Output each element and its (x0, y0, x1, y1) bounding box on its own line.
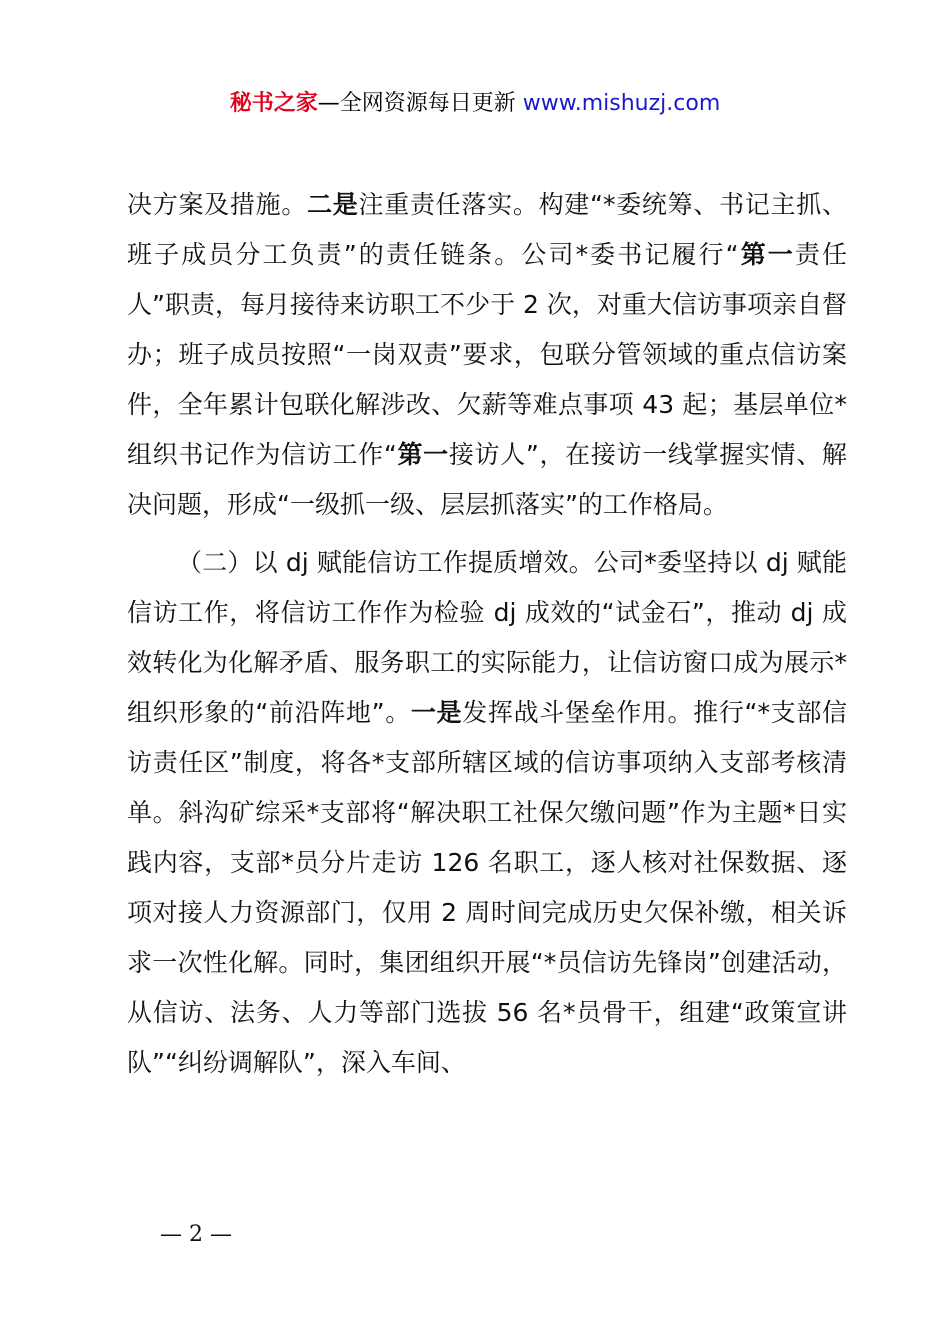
site-url-link[interactable]: www.mishuzj.com (522, 91, 721, 116)
paragraph-2 (127, 538, 847, 1088)
page-number: — 2 — (160, 1222, 232, 1247)
site-header (0, 88, 950, 120)
p2-text-2: 发挥战斗堡垒作用。推行“*支部信访责任区”制度，将各*支部所辖区域的信访事项纳入支部考核清单。斜沟矿综采*支部将“解决职工社保欠缴问题”作为主题*日实践内容，支部*员分片走访 126 名职工，逐人核对社保数据、逐项对接人力资源部门，仅用 2 周时间完成历史欠保补缴，相关诉求一次性化解。同时，集团组织开展“*员信访先锋岗”创建活动，从信访、法务、人力等部门选拔 56 名*员骨干，组建“政策宣讲队”“纠纷调解队”，深入车间、 (127, 698, 847, 1077)
p1-bold-2: 第一 (738, 240, 795, 269)
p1-text-1: 决方案及措施。 (127, 190, 308, 219)
p1-text-3: 责任人”职责，每月接待来访职工不少于 2 次，对重大信访事项亲自督办；班子成员按照“一岗双责”要求，包联分管领域的重点信访案件，全年累计包联化解涉改、欠薪等难点事项 43 起；基层单位*组织书记作为信访工作“ (127, 240, 847, 469)
header-tagline: —全网资源每日更新 (317, 91, 523, 116)
p1-text-4: 接访人”，在接访一线掌握实情、解决问题，形成“一级抓一级、层层抓落实”的工作格局。 (127, 440, 848, 519)
p1-bold-1: 二是 (307, 190, 359, 219)
p1-bold-3: 第一 (396, 440, 449, 469)
p1-text-2: 注重责任落实。构建“*委统筹、书记主抓、班子成员分工负责”的责任链条。公司*委书记履行“ (127, 190, 847, 269)
paragraph-1 (127, 180, 847, 530)
brand-name: 秘书之家 (229, 91, 318, 116)
p2-bold-1: 一是 (410, 698, 463, 727)
p2-text-1: （二）以 dj 赋能信访工作提质增效。公司*委坚持以 dj 赋能信访工作，将信访工作作为检验 dj 成效的“试金石”，推动 dj 成效转化为化解矛盾、服务职工的实际能力，让信访窗口成为展示*组织形象的“前沿阵地”。 (127, 548, 847, 727)
document-body (127, 180, 847, 1088)
